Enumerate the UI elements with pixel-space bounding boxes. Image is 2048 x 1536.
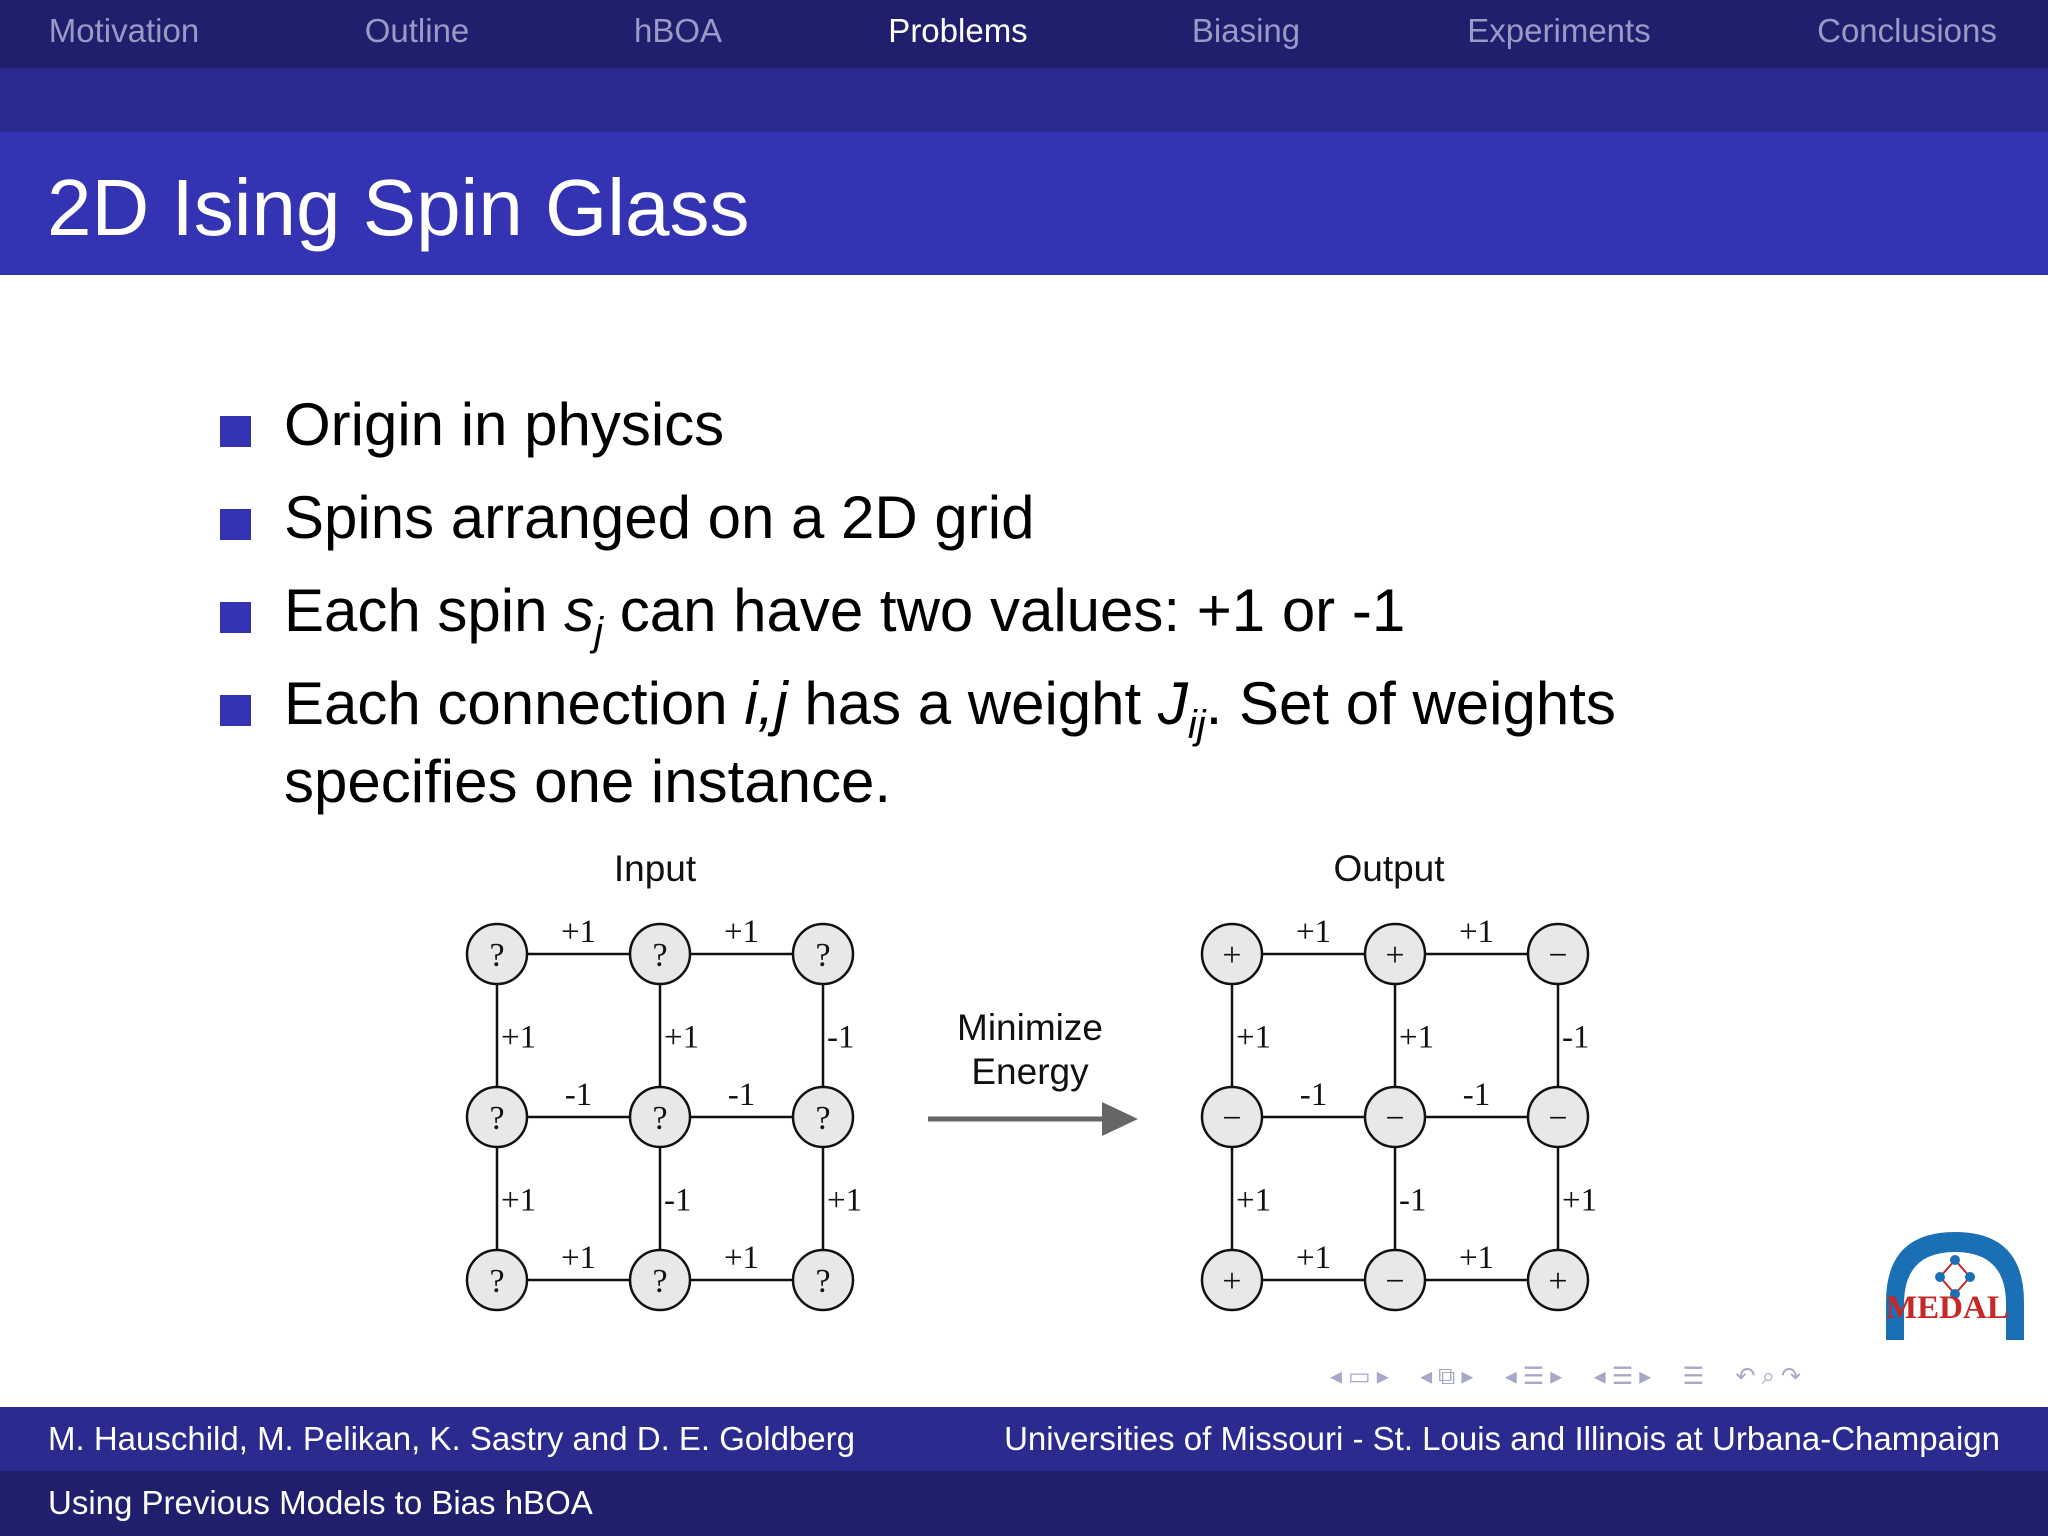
input-weight-label: +1 [664, 1019, 700, 1056]
next-frame-icon[interactable]: ▸ [1376, 1363, 1395, 1390]
output-weight-label: -1 [1399, 1182, 1427, 1219]
energy-label: Energy [971, 1051, 1089, 1092]
nav-item-experiments[interactable]: Experiments [1467, 12, 1651, 49]
bullet-text: Each connection i,j has a weight $J_{ij}$. Set of weights [284, 670, 1616, 747]
section-icon[interactable]: ☰ [1522, 1363, 1551, 1390]
redo-icon[interactable]: ↷ [1781, 1363, 1808, 1390]
footer-authors-bar [0, 1407, 2048, 1471]
input-weight-label: -1 [827, 1019, 855, 1056]
bullet-text: Spins arranged on a 2D grid [284, 484, 1035, 551]
minimize-arrow-head [1102, 1102, 1138, 1136]
output-weight-label: +1 [1458, 914, 1495, 950]
footer-authors: M. Hauschild, M. Pelikan, K. Sastry and D. E. Goldberg [48, 1420, 856, 1457]
output-spin-value: + [1385, 937, 1405, 974]
output-weight-label: +1 [1458, 1240, 1495, 1276]
output-spin-value: − [1222, 1100, 1242, 1137]
output-weight-label: +1 [1399, 1019, 1435, 1056]
output-weight-label: -1 [1562, 1019, 1590, 1056]
slide-title: 2D Ising Spin Glass [47, 163, 750, 252]
input-label: Input [613, 848, 697, 889]
nav-item-conclusions[interactable]: Conclusions [1817, 12, 1997, 49]
medal-logo-text: MEDAL [1886, 1290, 2009, 1326]
nav-item-biasing[interactable]: Biasing [1191, 12, 1301, 49]
footer-title-bar [0, 1471, 2048, 1536]
output-spin-value: + [1222, 1263, 1242, 1300]
output-weight-label: +1 [1236, 1019, 1272, 1056]
input-spin-value: ? [652, 1100, 668, 1137]
output-weight-label: +1 [1562, 1182, 1598, 1219]
output-spin-value: + [1222, 937, 1242, 974]
frame-icon[interactable]: ▭ [1348, 1363, 1377, 1390]
bullet-text-continuation: specifies one instance. [284, 748, 892, 815]
next-part-icon[interactable]: ▸ [1639, 1363, 1658, 1390]
input-spin-value: ? [652, 937, 668, 974]
input-weight-label: -1 [564, 1077, 593, 1113]
input-weight-label: -1 [664, 1182, 692, 1219]
toc-icon[interactable]: ☰ [1682, 1363, 1711, 1390]
footer-talk-title: Using Previous Models to Bias hBOA [48, 1484, 593, 1521]
input-spin-value: ? [815, 937, 831, 974]
input-weight-label: +1 [560, 914, 597, 950]
undo-icon[interactable]: ↶ [1735, 1363, 1762, 1390]
output-weight-label: -1 [1299, 1077, 1328, 1113]
beamer-nav-controls [1330, 1362, 1807, 1391]
prev-subsection-icon[interactable]: ◂ [1420, 1363, 1439, 1390]
input-spin-value: ? [652, 1263, 668, 1300]
input-spin-value: ? [489, 937, 505, 974]
input-weight-label: +1 [723, 1240, 760, 1276]
output-weight-label: +1 [1236, 1182, 1272, 1219]
bullet-text: Origin in physics [284, 391, 725, 458]
input-weight-label: +1 [723, 914, 760, 950]
prev-section-icon[interactable]: ◂ [1504, 1363, 1523, 1390]
output-weight-label: -1 [1462, 1077, 1491, 1113]
minimize-label: Minimize [957, 1007, 1103, 1048]
output-weight-label: +1 [1295, 1240, 1332, 1276]
prev-part-icon[interactable]: ◂ [1593, 1363, 1612, 1390]
output-spin-value: − [1385, 1100, 1405, 1137]
nav-item-motivation[interactable]: Motivation [48, 12, 200, 49]
output-spin-value: − [1385, 1263, 1405, 1300]
prev-frame-icon[interactable]: ◂ [1330, 1363, 1349, 1390]
nav-item-hboa[interactable]: hBOA [633, 12, 723, 49]
output-spin-value: − [1548, 1100, 1568, 1137]
output-weight-label: +1 [1295, 914, 1332, 950]
output-spin-value: + [1548, 1263, 1568, 1300]
nav-item-problems[interactable]: Problems [888, 12, 1028, 49]
medal-logo [1880, 1222, 2030, 1346]
next-subsection-icon[interactable]: ▸ [1461, 1363, 1480, 1390]
next-section-icon[interactable]: ▸ [1550, 1363, 1569, 1390]
bullet-text: Each spin $s_j$ can have two values: +1 or -1 [284, 577, 1406, 654]
nav-item-outline[interactable]: Outline [364, 12, 470, 49]
search-icon[interactable]: ⌕ [1761, 1363, 1782, 1390]
input-weight-label: +1 [827, 1182, 863, 1219]
input-weight-label: -1 [727, 1077, 756, 1113]
input-spin-value: ? [815, 1100, 831, 1137]
part-icon[interactable]: ☰ [1611, 1363, 1640, 1390]
input-spin-value: ? [489, 1263, 505, 1300]
subsection-icon[interactable]: ⧉ [1438, 1363, 1462, 1390]
input-weight-label: +1 [501, 1019, 537, 1056]
input-spin-value: ? [489, 1100, 505, 1137]
input-weight-label: +1 [501, 1182, 537, 1219]
output-spin-value: − [1548, 937, 1568, 974]
output-label: Output [1333, 848, 1445, 889]
input-weight-label: +1 [560, 1240, 597, 1276]
footer-institution: Universities of Missouri - St. Louis and Illinois at Urbana-Champaign [1004, 1420, 2000, 1457]
input-spin-value: ? [815, 1263, 831, 1300]
